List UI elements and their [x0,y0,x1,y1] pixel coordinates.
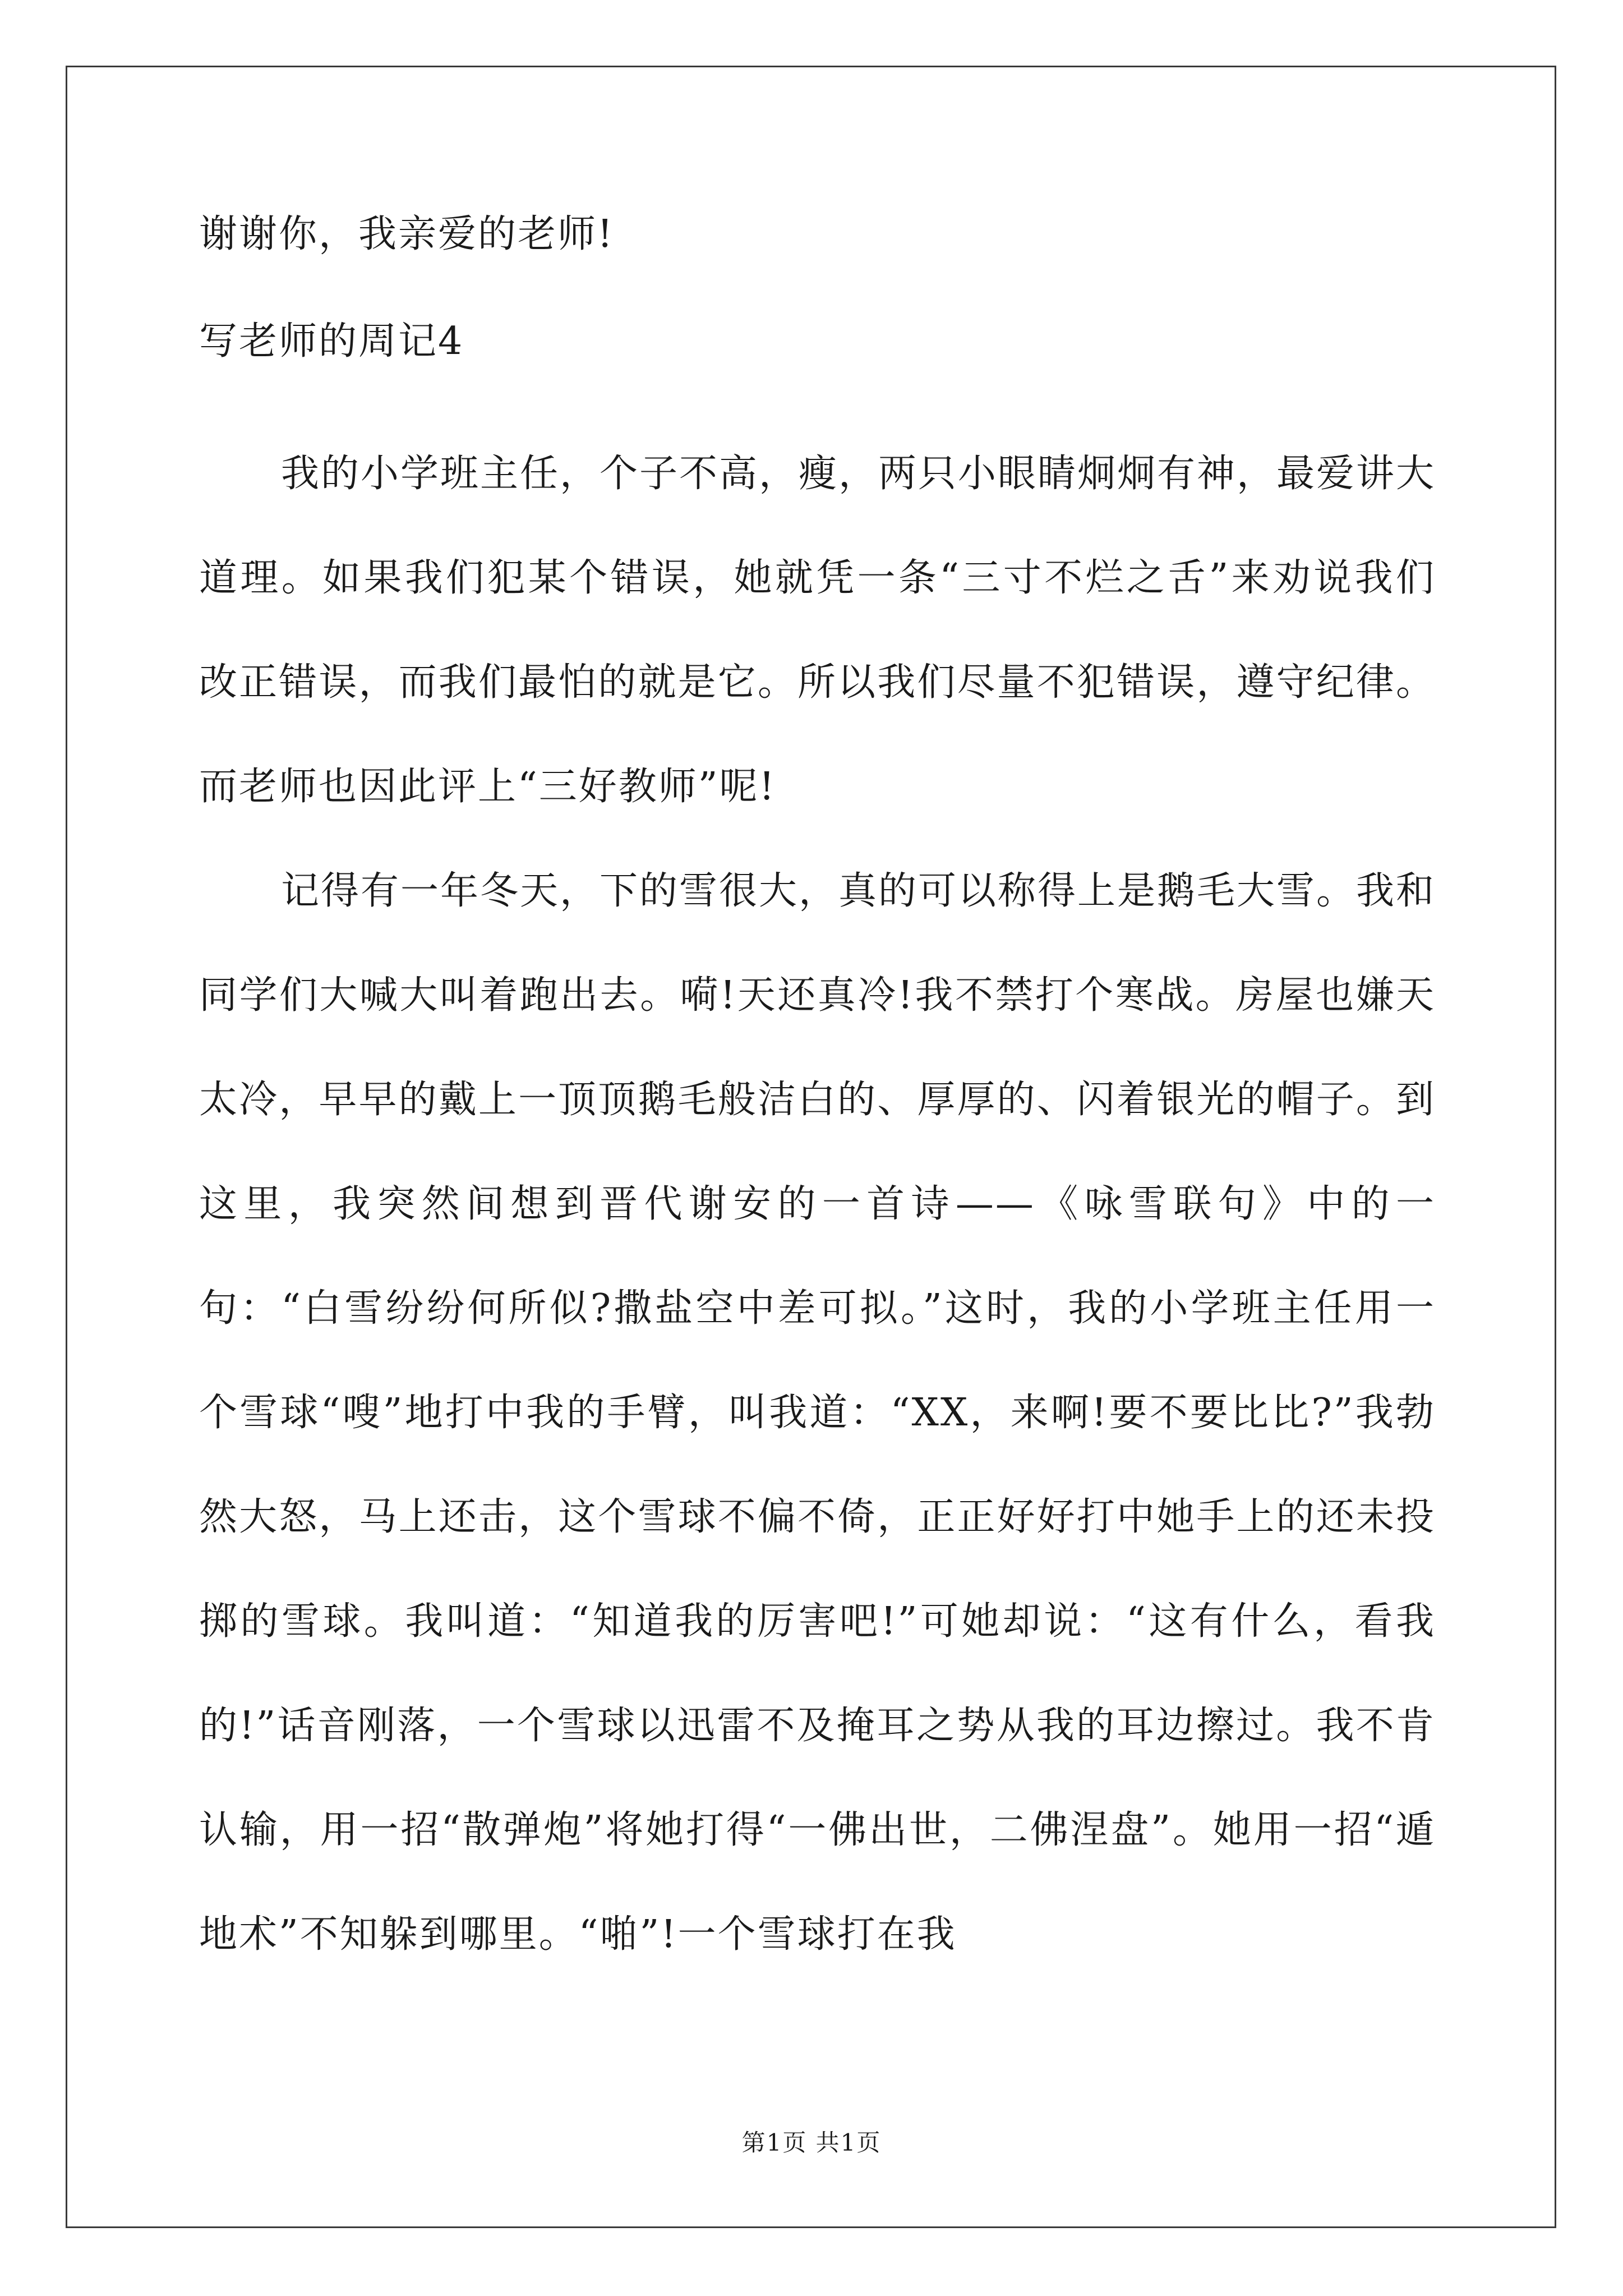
page-footer: 第1页 共1页 [741,2129,882,2156]
closing-line: 谢谢你，我亲爱的老师! [199,212,615,256]
section-heading: 写老师的周记4 [199,319,464,364]
paragraph-1: 我的小学班主任，个子不高，瘦，两只小眼睛炯炯有神，最爱讲大道理。如果我们犯某个错误，她就凭一条“三寸不烂之舌”来劝说我们改正错误，而我们最怕的就是它。所以我们尽量不犯错误，遵守纪律。而老师也因此评上“三好教师”呢! [199,452,1436,809]
document-body [199,208,1436,1987]
paragraph-2: 记得有一年冬天，下的雪很大，真的可以称得上是鹅毛大雪。我和同学们大喊大叫着跑出去。嗬!天还真冷!我不禁打个寒战。房屋也嫌天太冷，早早的戴上一顶顶鹅毛般洁白的、厚厚的、闪着银光的帽子。到这里，我突然间想到晋代谢安的一首诗——《咏雪联句》中的一句：“白雪纷纷何所似?撒盐空中差可拟。”这时，我的小学班主任用一个雪球“嗖”地打中我的手臂，叫我道：“XX，来啊!要不要比比?”我勃然大怒，马上还击，这个雪球不偏不倚，正正好好打中她手上的还未投掷的雪球。我叫道：“知道我的厉害吧!”可她却说：“这有什么，看我的!”话音刚落，一个雪球以迅雷不及掩耳之势从我的耳边擦过。我不肯认输，用一招“散弹炮”将她打得“一佛出世，二佛涅盘”。她用一招“遁地术”不知躲到哪里。“啪”!一个雪球打在我 [199,869,1436,1957]
